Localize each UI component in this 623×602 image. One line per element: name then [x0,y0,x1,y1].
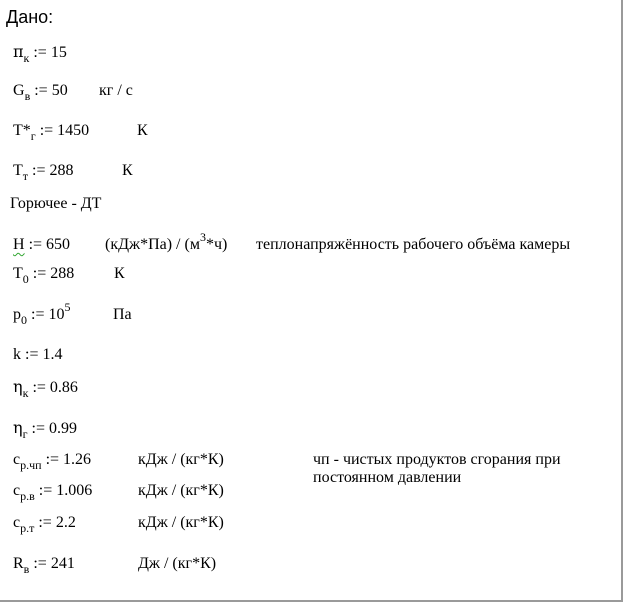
pi-sub: к [23,51,30,65]
symbol: k [13,346,21,363]
symbol: c [13,482,21,499]
assign-op: := [31,306,45,323]
subscript: т [22,169,29,183]
assign-op: := [32,379,46,396]
unit-r-v: Дж / (кг*К) [138,555,217,572]
unit-g-v: кг / с [99,82,133,99]
exponent: 5 [64,300,71,314]
value: 0.99 [48,420,77,437]
note-line-2: постоянном давлении [313,469,462,486]
value: 2.2 [55,514,76,531]
unit-t-t: К [122,162,133,179]
header: Дано: [6,7,54,27]
symbol: T* [13,122,31,139]
assign-op: := [38,514,52,531]
param-eta-k[interactable] [13,377,78,400]
value: 1.4 [42,346,63,363]
param-g-v[interactable] [13,82,68,103]
param-p-0[interactable] [13,300,71,327]
assign-op: := [33,44,47,61]
unit-exponent: 3 [199,230,206,244]
assign-op: := [32,265,47,282]
value: 650 [46,236,71,253]
subscript: к [22,386,29,400]
value: 1450 [57,122,90,139]
assign-op: := [39,122,54,139]
pi-symbol: π [13,42,24,61]
value: 1.006 [56,482,93,499]
subscript: р.в [20,489,35,503]
unit-part-b: *ч) [205,236,228,253]
assign-op: := [33,555,47,572]
assign-op: := [34,82,48,99]
assign-op: := [32,162,46,179]
unit-part-a: (кДж*Па) / (м [105,236,200,253]
param-t-t[interactable] [13,162,74,183]
symbol: c [13,451,21,468]
symbol: p [13,306,21,323]
symbol: H [13,236,25,253]
unit-p-0: Па [113,306,132,323]
note-line-1: чп - чистых продуктов сгорания при [313,451,561,468]
unit-h [105,230,228,254]
value: 241 [50,555,75,572]
unit-cp-chp: кДж / (кг*К) [138,451,224,468]
value: 1.26 [63,451,92,468]
symbol: G [13,82,25,99]
param-eta-g[interactable] [13,418,77,441]
desc-h: теплонапряжённость рабочего объёма камеры [256,236,571,253]
param-k[interactable] [13,346,62,364]
value: 288 [50,265,75,282]
assign-op: := [38,482,53,499]
symbol: T [13,162,23,179]
param-cp-v[interactable] [13,482,93,503]
subscript: 0 [22,272,29,286]
value: 15 [50,44,67,61]
value: 0.86 [49,379,78,396]
subscript: р.чп [20,458,42,472]
param-cp-chp[interactable] [13,451,92,472]
assign-op: := [45,451,60,468]
symbol: R [13,555,24,572]
unit-t-g: К [137,122,148,139]
param-h[interactable] [13,236,70,254]
symbol: c [13,514,21,531]
param-r-v[interactable] [13,555,75,576]
unit-cp-t: кДж / (кг*К) [138,514,224,531]
subscript: 0 [21,313,27,327]
unit-t-0: К [114,265,125,282]
param-pi-k[interactable] [13,42,67,65]
fuel-text: Горючее - ДТ [10,195,102,212]
value: 50 [51,82,68,99]
eta-symbol: η [13,418,23,437]
subscript: р.т [20,521,35,535]
symbol: T [13,265,23,282]
eta-symbol: η [13,377,23,396]
subscript: г [30,129,36,143]
param-cp-t[interactable] [13,514,76,535]
value: 288 [49,162,74,179]
assign-op: := [31,420,45,437]
subscript: г [22,427,28,441]
unit-cp-v: кДж / (кг*К) [138,482,224,499]
subscript: в [24,89,31,103]
value: 10 [48,306,65,323]
param-t-0[interactable] [13,265,75,286]
assign-op: := [25,346,39,363]
subscript: в [23,562,30,576]
param-t-g[interactable] [13,122,90,143]
assign-op: := [28,236,43,253]
